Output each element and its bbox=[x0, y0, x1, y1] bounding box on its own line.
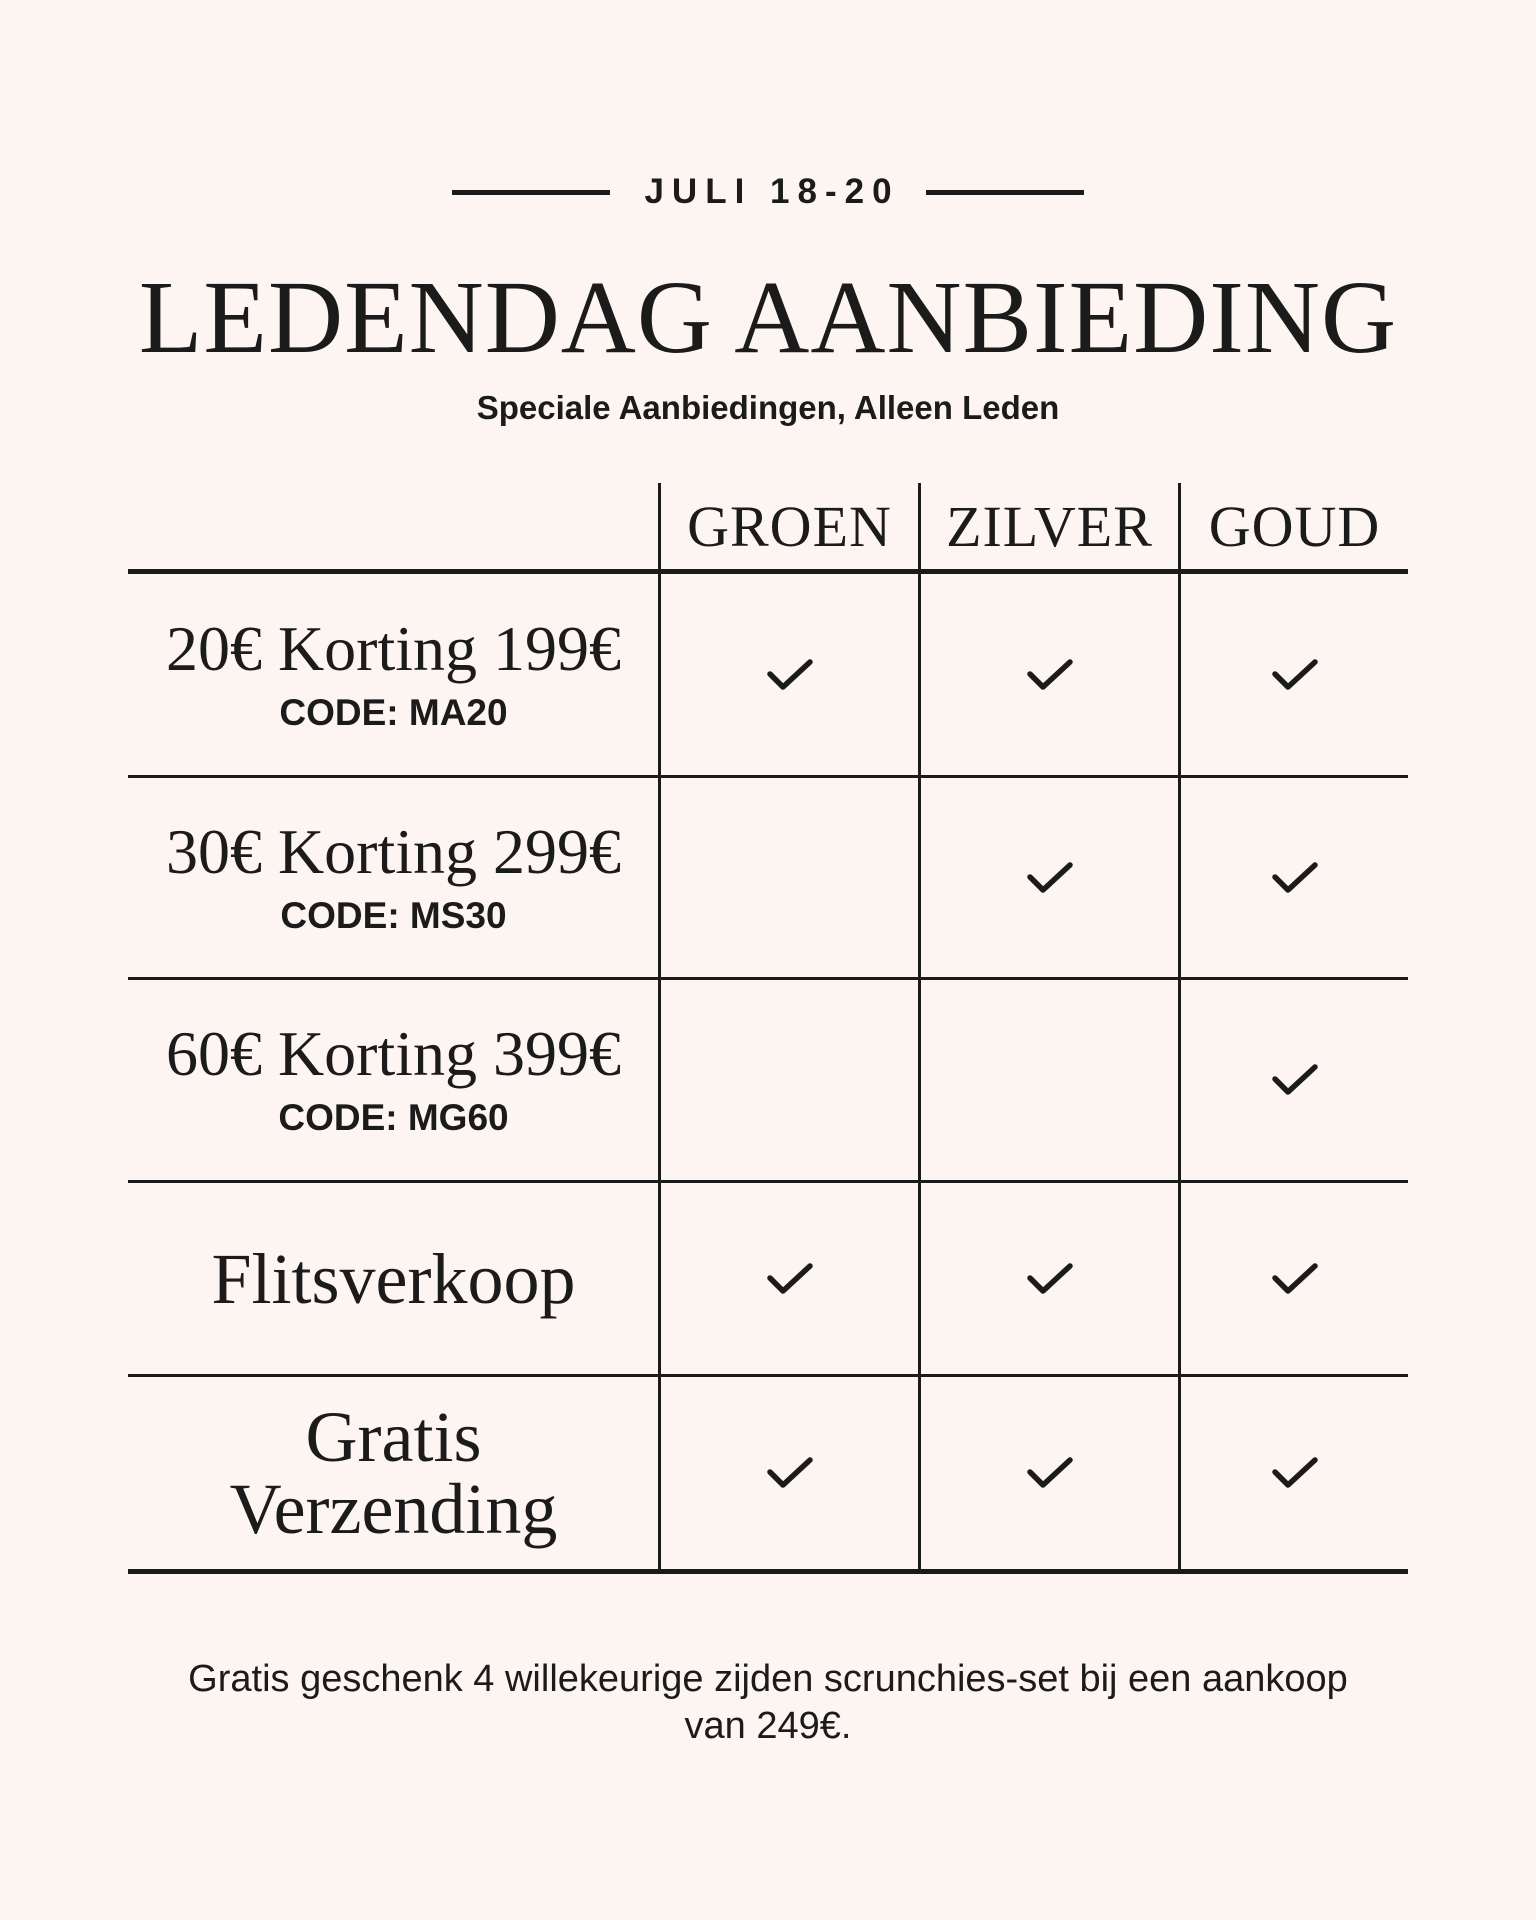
table-row bbox=[128, 1183, 1408, 1374]
checkmark-icon bbox=[1026, 657, 1074, 693]
offer-label bbox=[128, 574, 659, 775]
check-cell-goud bbox=[1181, 1183, 1408, 1374]
checkmark-icon bbox=[1271, 860, 1319, 896]
offer-name: 30€ Korting 299€ bbox=[165, 815, 622, 887]
check-cell-groen bbox=[661, 980, 918, 1180]
offer-label bbox=[128, 980, 659, 1180]
table-row bbox=[128, 1377, 1408, 1569]
checkmark-icon bbox=[766, 1261, 814, 1297]
left-rule bbox=[452, 190, 610, 195]
column-header-zilver: ZILVER bbox=[946, 493, 1153, 559]
checkmark-icon bbox=[766, 1455, 814, 1491]
column-header-groen: GROEN bbox=[687, 493, 892, 559]
offer-code: CODE: MA20 bbox=[279, 691, 508, 733]
checkmark-icon bbox=[1026, 860, 1074, 896]
checkmark-icon bbox=[766, 657, 814, 693]
check-cell-zilver bbox=[921, 574, 1178, 775]
offer-label bbox=[128, 1183, 659, 1374]
right-rule bbox=[926, 190, 1084, 195]
checkmark-icon bbox=[1271, 1062, 1319, 1098]
check-cell-goud bbox=[1181, 778, 1408, 977]
bottom-rule bbox=[128, 1569, 1408, 1574]
offer-label bbox=[128, 1377, 659, 1569]
column-header-goud: GOUD bbox=[1208, 493, 1381, 559]
check-cell-zilver bbox=[921, 778, 1178, 977]
offer-code: CODE: MS30 bbox=[280, 894, 507, 936]
check-cell-groen bbox=[661, 574, 918, 775]
date-label: JULI 18-20 bbox=[644, 172, 900, 211]
checkmark-icon bbox=[1026, 1455, 1074, 1491]
check-cell-goud bbox=[1181, 574, 1408, 775]
check-cell-groen bbox=[661, 1183, 918, 1374]
offer-label bbox=[128, 778, 659, 977]
page-subtitle: Speciale Aanbiedingen, Alleen Leden bbox=[476, 389, 1060, 426]
table-row bbox=[128, 574, 1408, 775]
offer-name: 60€ Korting 399€ bbox=[165, 1018, 622, 1089]
checkmark-icon bbox=[1271, 657, 1319, 693]
check-cell-zilver bbox=[921, 1183, 1178, 1374]
offer-code: CODE: MG60 bbox=[278, 1097, 509, 1138]
check-cell-zilver bbox=[921, 1377, 1178, 1569]
table-row bbox=[128, 980, 1408, 1180]
page-title: LEDENDAG AANBIEDING bbox=[138, 260, 1398, 375]
checkmark-icon bbox=[1271, 1261, 1319, 1297]
date-header bbox=[0, 172, 1536, 212]
check-cell-groen bbox=[661, 778, 918, 977]
check-cell-groen bbox=[661, 1377, 918, 1569]
table-row bbox=[128, 778, 1408, 977]
membership-comparison-table bbox=[128, 483, 1408, 1575]
check-cell-zilver bbox=[921, 980, 1178, 1180]
checkmark-icon bbox=[1026, 1261, 1074, 1297]
gift-note: Gratis geschenk 4 willekeurige zijden scrunchies-set bij een aankoop van 249€. bbox=[188, 1658, 1348, 1747]
check-cell-goud bbox=[1181, 980, 1408, 1180]
offer-name: Gratis Verzending bbox=[229, 1397, 558, 1549]
offer-name: 20€ Korting 199€ bbox=[165, 612, 622, 684]
checkmark-icon bbox=[1271, 1455, 1319, 1491]
offer-name: Flitsverkoop bbox=[211, 1238, 576, 1319]
check-cell-goud bbox=[1181, 1377, 1408, 1569]
